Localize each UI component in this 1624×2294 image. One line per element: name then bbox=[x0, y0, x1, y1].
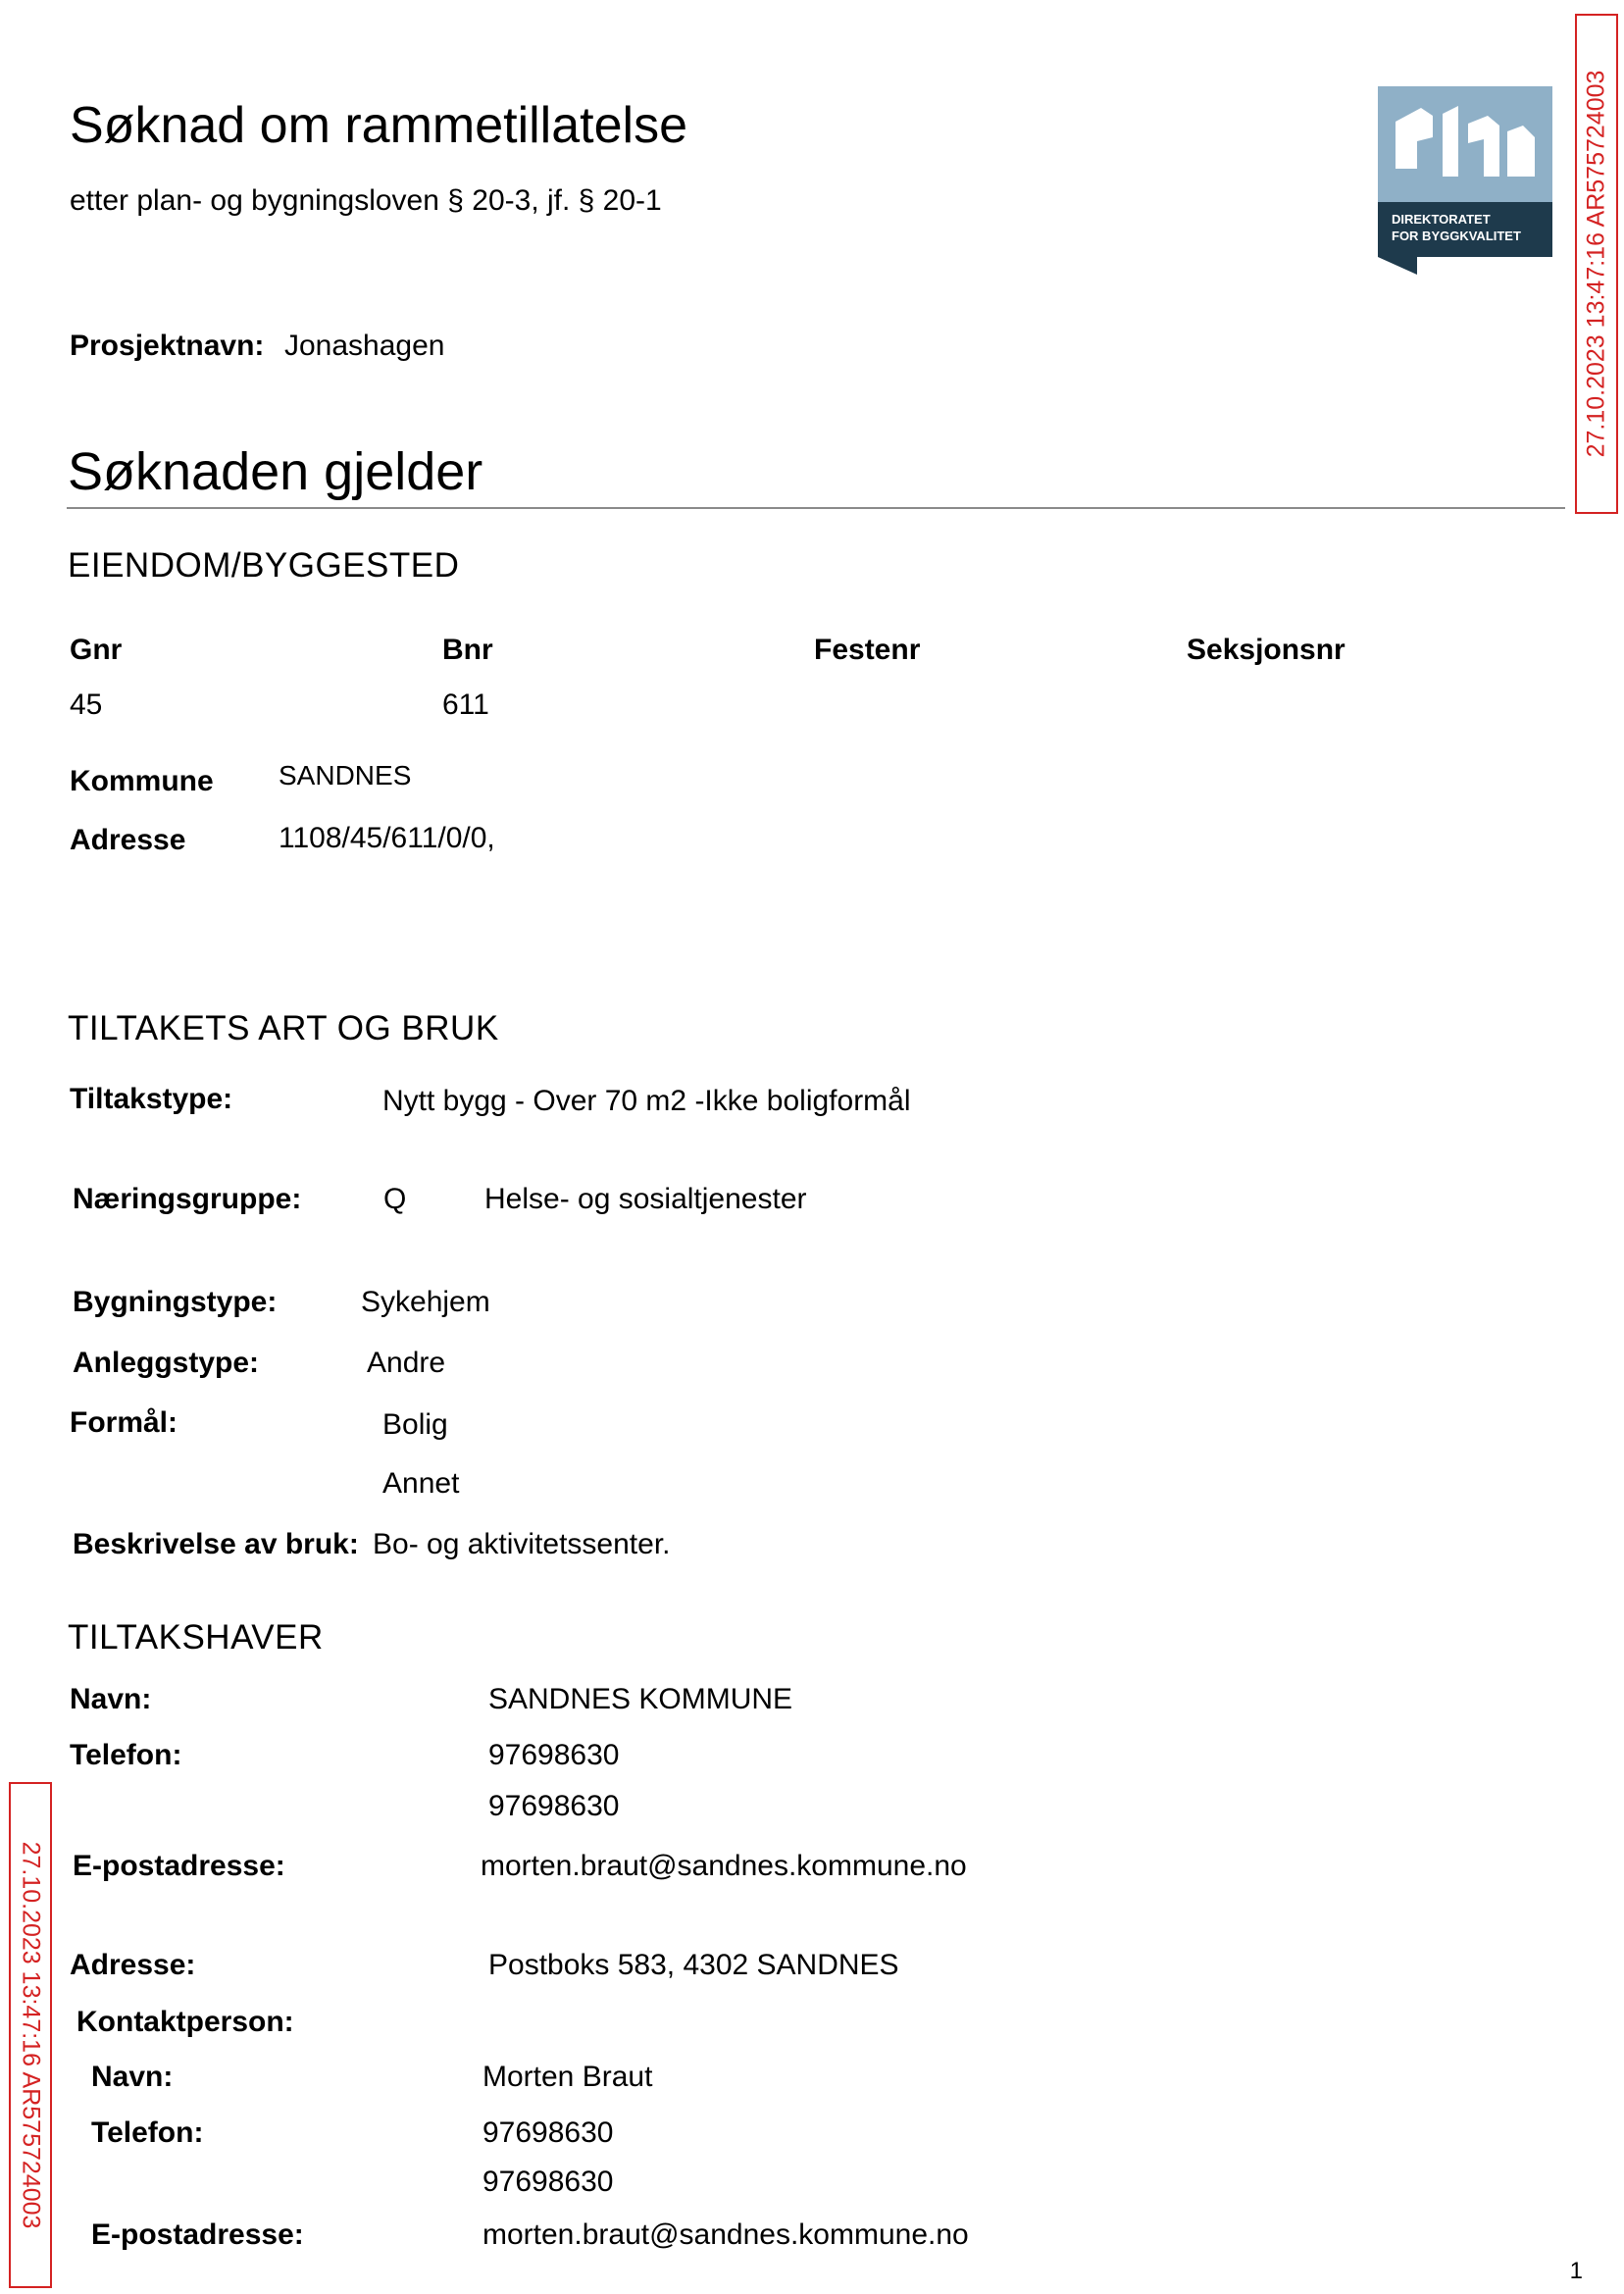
timestamp-stamp-text: 27.10.2023 13:47:16 AR575724003 bbox=[17, 1841, 45, 2229]
property-address-label: Adresse bbox=[70, 824, 186, 856]
contact-email-value: morten.braut@sandnes.kommune.no bbox=[482, 2218, 969, 2251]
timestamp-stamp-left bbox=[9, 1782, 52, 2288]
contact-phone-value-2: 97698630 bbox=[482, 2166, 614, 2198]
logo-text-line2: FOR BYGGKVALITET bbox=[1392, 229, 1521, 243]
owner-email-value: morten.braut@sandnes.kommune.no bbox=[481, 1850, 967, 1882]
timestamp-stamp-text: 27.10.2023 13:47:16 AR575724003 bbox=[1582, 70, 1610, 458]
formal-label: Formål: bbox=[70, 1406, 178, 1439]
tiltakstype-value: Nytt bygg - Over 70 m2 -Ikke boligformål bbox=[382, 1085, 911, 1117]
owner-phone-label: Telefon: bbox=[70, 1739, 182, 1771]
bnr-label: Bnr bbox=[442, 634, 493, 666]
owner-address-value: Postboks 583, 4302 SANDNES bbox=[488, 1949, 899, 1981]
logo-text-line1: DIREKTORATET bbox=[1392, 212, 1491, 227]
bnr-value: 611 bbox=[442, 688, 489, 721]
contact-phone-label: Telefon: bbox=[91, 2116, 204, 2149]
owner-email-label: E-postadresse: bbox=[73, 1850, 285, 1882]
contact-phone-value-1: 97698630 bbox=[482, 2116, 614, 2149]
naeringsgruppe-value: Helse- og sosialtjenester bbox=[484, 1183, 807, 1215]
naeringsgruppe-code: Q bbox=[383, 1183, 407, 1215]
property-address-value: 1108/45/611/0/0, bbox=[279, 822, 495, 854]
tiltakstype-label: Tiltakstype: bbox=[70, 1083, 233, 1115]
kommune-label: Kommune bbox=[70, 765, 214, 797]
beskrivelse-value: Bo- og aktivitetssenter. bbox=[373, 1528, 671, 1560]
bygningstype-label: Bygningstype: bbox=[73, 1286, 278, 1318]
formal-value-2: Annet bbox=[382, 1467, 460, 1500]
anleggstype-value: Andre bbox=[367, 1347, 446, 1379]
anleggstype-label: Anleggstype: bbox=[73, 1347, 260, 1379]
kommune-value: SANDNES bbox=[279, 760, 412, 790]
dibk-logo bbox=[1378, 86, 1552, 275]
section-divider bbox=[67, 507, 1565, 509]
measure-heading: TILTAKETS ART OG BRUK bbox=[68, 1009, 499, 1047]
contact-name-label: Navn: bbox=[91, 2061, 174, 2093]
gnr-value: 45 bbox=[70, 688, 103, 721]
formal-value-1: Bolig bbox=[382, 1408, 448, 1441]
page-title: Søknad om rammetillatelse bbox=[70, 97, 687, 154]
contact-email-label: E-postadresse: bbox=[91, 2218, 304, 2251]
page-subtitle: etter plan- og bygningsloven § 20-3, jf. § 20-1 bbox=[70, 184, 662, 217]
contact-person-label: Kontaktperson: bbox=[76, 2006, 294, 2038]
contact-name-value: Morten Braut bbox=[482, 2061, 653, 2093]
owner-heading: TILTAKSHAVER bbox=[68, 1618, 324, 1657]
seksjonsnr-label: Seksjonsnr bbox=[1187, 634, 1345, 666]
festenr-label: Festenr bbox=[814, 634, 921, 666]
beskrivelse-label: Beskrivelse av bruk: bbox=[73, 1528, 359, 1560]
owner-name-value: SANDNES KOMMUNE bbox=[488, 1683, 793, 1715]
timestamp-stamp-top bbox=[1575, 14, 1618, 514]
owner-name-label: Navn: bbox=[70, 1683, 152, 1715]
project-name-value: Jonashagen bbox=[284, 330, 445, 362]
gnr-label: Gnr bbox=[70, 634, 123, 666]
owner-phone-value-2: 97698630 bbox=[488, 1790, 620, 1822]
dibk-logo-graphic bbox=[1378, 86, 1552, 275]
naeringsgruppe-label: Næringsgruppe: bbox=[73, 1183, 302, 1215]
owner-phone-value-1: 97698630 bbox=[488, 1739, 620, 1771]
page-number: 1 bbox=[1569, 2258, 1583, 2284]
owner-address-label: Adresse: bbox=[70, 1949, 196, 1981]
project-name-label: Prosjektnavn: bbox=[70, 330, 265, 362]
bygningstype-value: Sykehjem bbox=[361, 1286, 490, 1318]
section-title: Søknaden gjelder bbox=[68, 442, 483, 501]
property-heading: EIENDOM/BYGGESTED bbox=[68, 546, 460, 585]
